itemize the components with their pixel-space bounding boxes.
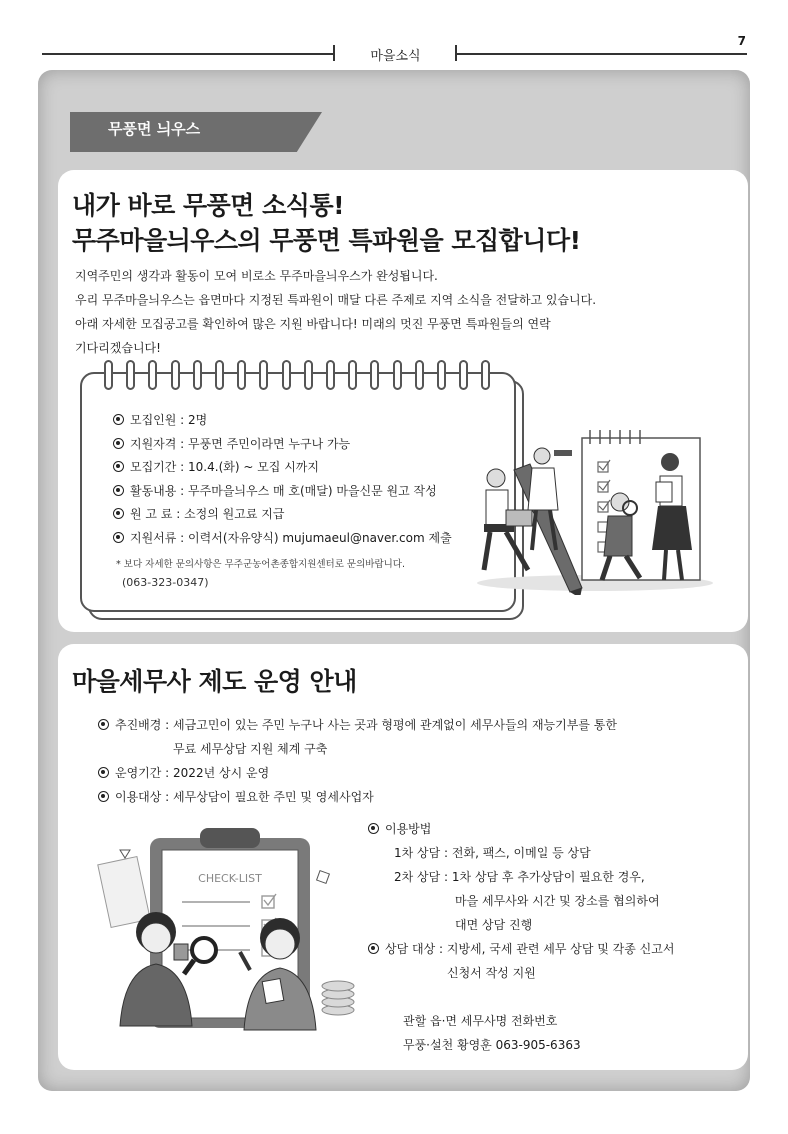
intro-line: 아래 자세한 모집공고를 확인하여 많은 지원 바랍니다! 미래의 멋진 무풍면 특파원들의 연락 — [75, 317, 551, 331]
list-item — [113, 455, 483, 479]
notebook-ring — [148, 360, 157, 390]
usage-target-cont: 신청서 작성 지원 — [447, 965, 536, 980]
bullet-icon — [113, 532, 124, 543]
section-title: 마을소식 — [370, 49, 421, 64]
usage-method — [368, 816, 708, 984]
bullet-icon — [368, 823, 379, 834]
item-text: 모집인원 : 2명 — [130, 413, 208, 428]
usage-target — [368, 936, 708, 960]
item-text: 활동내용 : 무주마을늬우스 매 호(매달) 마을신문 원고 작성 — [130, 483, 437, 498]
list-item — [113, 432, 483, 456]
item-text: 무료 세무상담 지원 체계 구축 — [173, 741, 328, 756]
usage-second: 2차 상담 : 1차 상담 후 추가상담이 필요한 경우, — [394, 869, 645, 884]
notebook-ring — [415, 360, 424, 390]
list-item — [98, 712, 698, 736]
notebook-ring — [326, 360, 335, 390]
recruit-headline-2: 무주마을늬우스의 무풍면 특파원을 모집합니다! — [72, 226, 581, 255]
bullet-icon — [98, 767, 109, 778]
bullet-icon — [368, 943, 379, 954]
list-item — [98, 760, 698, 784]
notebook-ring — [237, 360, 246, 390]
list-item — [113, 502, 483, 526]
bullet-icon — [113, 485, 124, 496]
bullet-icon — [113, 414, 124, 425]
notebook-ring — [459, 360, 468, 390]
checklist-label: CHECK-LIST — [198, 872, 262, 885]
item-text: 지원자격 : 무풍면 주민이라면 누구나 가능 — [130, 436, 351, 451]
reporters-illustration — [470, 420, 720, 595]
header-rule-left — [42, 53, 334, 55]
list-item — [113, 526, 483, 550]
notebook-ring — [393, 360, 402, 390]
usage-title — [368, 816, 708, 840]
item-text: 이용방법 — [385, 821, 432, 836]
bullet-icon — [98, 791, 109, 802]
intro-line: 우리 무주마을늬우스는 읍면마다 지정된 특파원이 매달 다른 주제로 지역 소식을 전달하고 있습니다. — [75, 293, 597, 307]
recruit-headline-1: 내가 바로 무풍면 소식통! — [72, 191, 345, 220]
list-item — [113, 408, 483, 432]
notebook-ring — [481, 360, 490, 390]
tax-headline: 마을세무사 제도 운영 안내 — [72, 667, 357, 696]
bullet-icon — [113, 461, 124, 472]
notebook-ring — [304, 360, 313, 390]
list-item — [98, 784, 698, 808]
usage-first: 1차 상담 : 전화, 팩스, 이메일 등 상담 — [394, 845, 591, 860]
notebook-ring — [259, 360, 268, 390]
item-text: 상담 대상 : 지방세, 국세 관련 세무 상담 및 각종 신고서 — [385, 941, 675, 956]
list-item — [113, 479, 483, 503]
item-text: 원 고 료 : 소정의 원고료 지급 — [130, 507, 285, 522]
bullet-icon — [113, 508, 124, 519]
notebook-ring — [282, 360, 291, 390]
header-rule-right — [457, 53, 747, 55]
item-text: 추진배경 : 세금고민이 있는 주민 누구나 사는 곳과 형평에 관계없이 세무사들의 재능기부를 통한 — [115, 717, 617, 732]
usage-second-cont: 대면 상담 진행 — [455, 917, 533, 932]
intro-line: 지역주민의 생각과 활동이 모여 비로소 무주마을늬우스가 완성됩니다. — [75, 269, 438, 283]
inquiry-note: * 보다 자세한 문의사항은 무주군농어촌종합지원센터로 문의바랍니다. — [116, 559, 406, 570]
contact-value: 무풍·설천 황영훈 063-905-6363 — [403, 1038, 581, 1052]
tax-info-list — [98, 712, 698, 808]
bullet-icon — [98, 719, 109, 730]
usage-second-cont: 마을 세무사와 시간 및 장소를 협의하여 — [455, 893, 660, 908]
recruit-intro — [75, 264, 675, 360]
contact-title: 관할 읍·면 세무사명 전화번호 — [403, 1014, 558, 1028]
checklist-illustration — [90, 820, 360, 1056]
item-text: 이용대상 : 세무상담이 필요한 주민 및 영세사업자 — [115, 789, 374, 804]
notebook-ring — [104, 360, 113, 390]
notebook-ring — [370, 360, 379, 390]
item-text: 모집기간 : 10.4.(화) ~ 모집 시까지 — [130, 460, 319, 475]
notebook-ring — [215, 360, 224, 390]
notebook-ring — [171, 360, 180, 390]
notebook-ring — [437, 360, 446, 390]
page-number: 7 — [737, 34, 746, 48]
inquiry-phone: (063-323-0347) — [122, 576, 209, 589]
bullet-icon — [113, 438, 124, 449]
recruit-info-list — [113, 408, 483, 549]
intro-line: 기다리겠습니다! — [75, 341, 161, 355]
item-text: 지원서류 : 이력서(자유양식) mujumaeul@naver.com 제출 — [130, 530, 452, 545]
list-item — [98, 736, 698, 760]
notebook-ring — [348, 360, 357, 390]
notebook-ring — [126, 360, 135, 390]
item-text: 운영기간 : 2022년 상시 운영 — [115, 765, 270, 780]
notebook-ring — [193, 360, 202, 390]
section-tab-label: 무풍면 늬우스 — [108, 120, 201, 138]
